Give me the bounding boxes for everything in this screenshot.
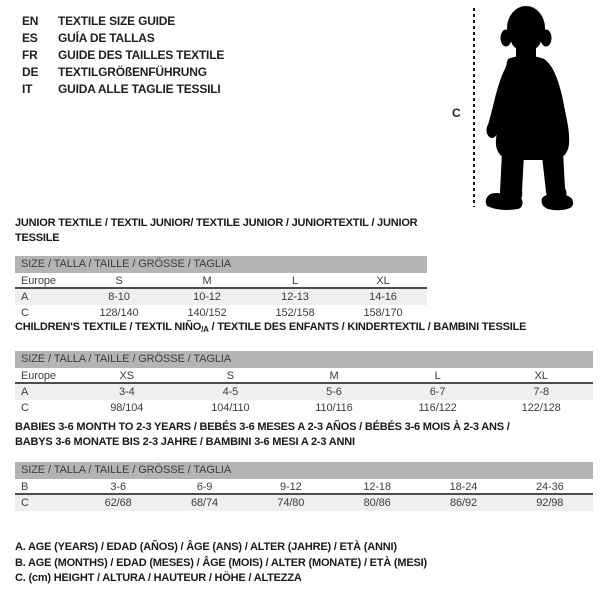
baby-silhouette-icon [482, 4, 600, 212]
row-value: M [202, 275, 212, 287]
row-value: 68/74 [190, 497, 218, 509]
row-value: 3-4 [118, 386, 135, 398]
table-row [15, 384, 593, 400]
footnote-legend [15, 540, 427, 587]
size-header-band: SIZE / TALLA / TAILLE / GRÖSSE / TAGLIA [15, 462, 593, 479]
row-label: B [21, 481, 29, 493]
junior-textile-section [15, 216, 427, 321]
language-title: GUIDA ALLE TAGLIE TESSILI [58, 82, 221, 96]
row-label: A [21, 291, 29, 303]
row-value: L [434, 370, 441, 382]
row-value: 98/104 [110, 402, 144, 414]
row-value: 86/92 [449, 497, 477, 509]
row-value: 6-9 [196, 481, 213, 493]
row-value: 80/86 [363, 497, 391, 509]
row-value: XL [376, 275, 390, 287]
title-text: CHILDREN'S TEXTILE / TEXTIL NIÑO [15, 321, 202, 333]
table-title-line [15, 420, 593, 435]
row-value: 9-12 [280, 481, 302, 493]
row-value: M [329, 370, 339, 382]
row-value: 6-7 [429, 386, 446, 398]
row-value: 128/140 [99, 307, 139, 319]
row-value: 8-10 [108, 291, 130, 303]
row-value: 74/80 [277, 497, 305, 509]
row-value: 4-5 [222, 386, 239, 398]
table-title-line [15, 216, 427, 246]
row-label: Europe [21, 275, 56, 287]
title-text: BABIES 3-6 MONTH TO 2-3 YEARS / BEBÉS 3-6 MESES A 2-3 AÑOS / BÉBÉS 3-6 MOIS À 2-3 ANS / [15, 421, 510, 433]
table-row [15, 479, 593, 495]
row-value: 152/158 [275, 307, 315, 319]
language-title: GUÍA DE TALLAS [58, 31, 155, 45]
title-text: JUNIOR TEXTILE / TEXTIL JUNIOR/ TEXTILE JUNIOR / JUNIORTEXTIL / JUNIOR TESSILE [15, 217, 418, 244]
babies-textile-section [15, 420, 593, 511]
row-label: C [21, 307, 29, 319]
row-value: 14-16 [369, 291, 397, 303]
row-value: 122/128 [521, 402, 561, 414]
row-value: 24-36 [535, 481, 564, 493]
baby-figure-area [0, 0, 600, 215]
row-label: C [21, 497, 29, 509]
row-value: 158/170 [363, 307, 403, 319]
table-row [15, 273, 427, 289]
row-value: 92/98 [536, 497, 564, 509]
footnote-line: A. AGE (YEARS) / EDAD (AÑOS) / ÂGE (ANS) / ALTER (JAHRE) / ETÀ (ANNI) [15, 541, 397, 553]
row-value: 140/152 [187, 307, 227, 319]
table-row [15, 400, 593, 416]
language-code: EN [22, 14, 39, 28]
language-code: FR [22, 48, 38, 62]
table-title [15, 320, 593, 337]
height-measure-dashed-line [473, 8, 475, 207]
row-value: 3-6 [110, 481, 126, 493]
row-value: S [226, 370, 235, 382]
row-value: 12-18 [363, 481, 391, 493]
table-row [15, 495, 593, 511]
footnote-line: B. AGE (MONTHS) / EDAD (MESES) / ÂGE (MOIS) / ALTER (MONATE) / ETÀ (MESI) [15, 556, 427, 569]
row-value: 18-24 [449, 481, 478, 493]
row-value: 62/68 [104, 497, 132, 509]
language-code: IT [22, 82, 33, 96]
table-title [15, 420, 593, 450]
table-row [15, 289, 427, 305]
row-value: 12-13 [281, 291, 309, 303]
row-label: A [21, 386, 29, 398]
table-title [15, 216, 427, 246]
title-subscript: /A [201, 325, 209, 334]
language-title: TEXTILE SIZE GUIDE [58, 14, 176, 28]
row-value: L [291, 275, 299, 287]
size-header-band: SIZE / TALLA / TAILLE / GRÖSSE / TAGLIA [15, 351, 593, 368]
row-label: C [21, 402, 29, 414]
row-value: XS [119, 370, 135, 382]
table-title-line [15, 435, 593, 450]
row-value: 104/110 [211, 402, 250, 414]
row-value: XL [534, 370, 548, 382]
size-header-band: SIZE / TALLA / TAILLE / GRÖSSE / TAGLIA [15, 256, 427, 273]
height-measure-label: C [452, 106, 461, 120]
children-textile-section [15, 320, 593, 416]
table-row [15, 305, 427, 321]
footnote-line: C. (cm) HEIGHT / ALTURA / HAUTEUR / HÖHE / ALTEZZA [15, 572, 302, 584]
table-title-line [15, 320, 593, 337]
table-row [15, 368, 593, 384]
row-value: 7-8 [533, 386, 549, 398]
row-value: 110/116 [315, 402, 353, 414]
row-value: 10-12 [193, 291, 221, 303]
row-label: Europe [21, 370, 56, 382]
language-code: DE [22, 65, 39, 79]
language-code: ES [22, 31, 38, 45]
title-text: / TEXTILE DES ENFANTS / KINDERTEXTIL / BAMBINI TESSILE [208, 321, 527, 333]
row-value: 5-6 [326, 386, 342, 398]
row-value: S [115, 275, 123, 287]
row-value: 116/122 [418, 402, 457, 414]
language-title: TEXTILGRÖßENFÜHRUNG [58, 65, 207, 79]
language-title: GUIDE DES TAILLES TEXTILE [58, 48, 225, 62]
title-text: BABYS 3-6 MONATE BIS 2-3 JAHRE / BAMBINI 3-6 MESI A 2-3 ANNI [15, 436, 355, 448]
